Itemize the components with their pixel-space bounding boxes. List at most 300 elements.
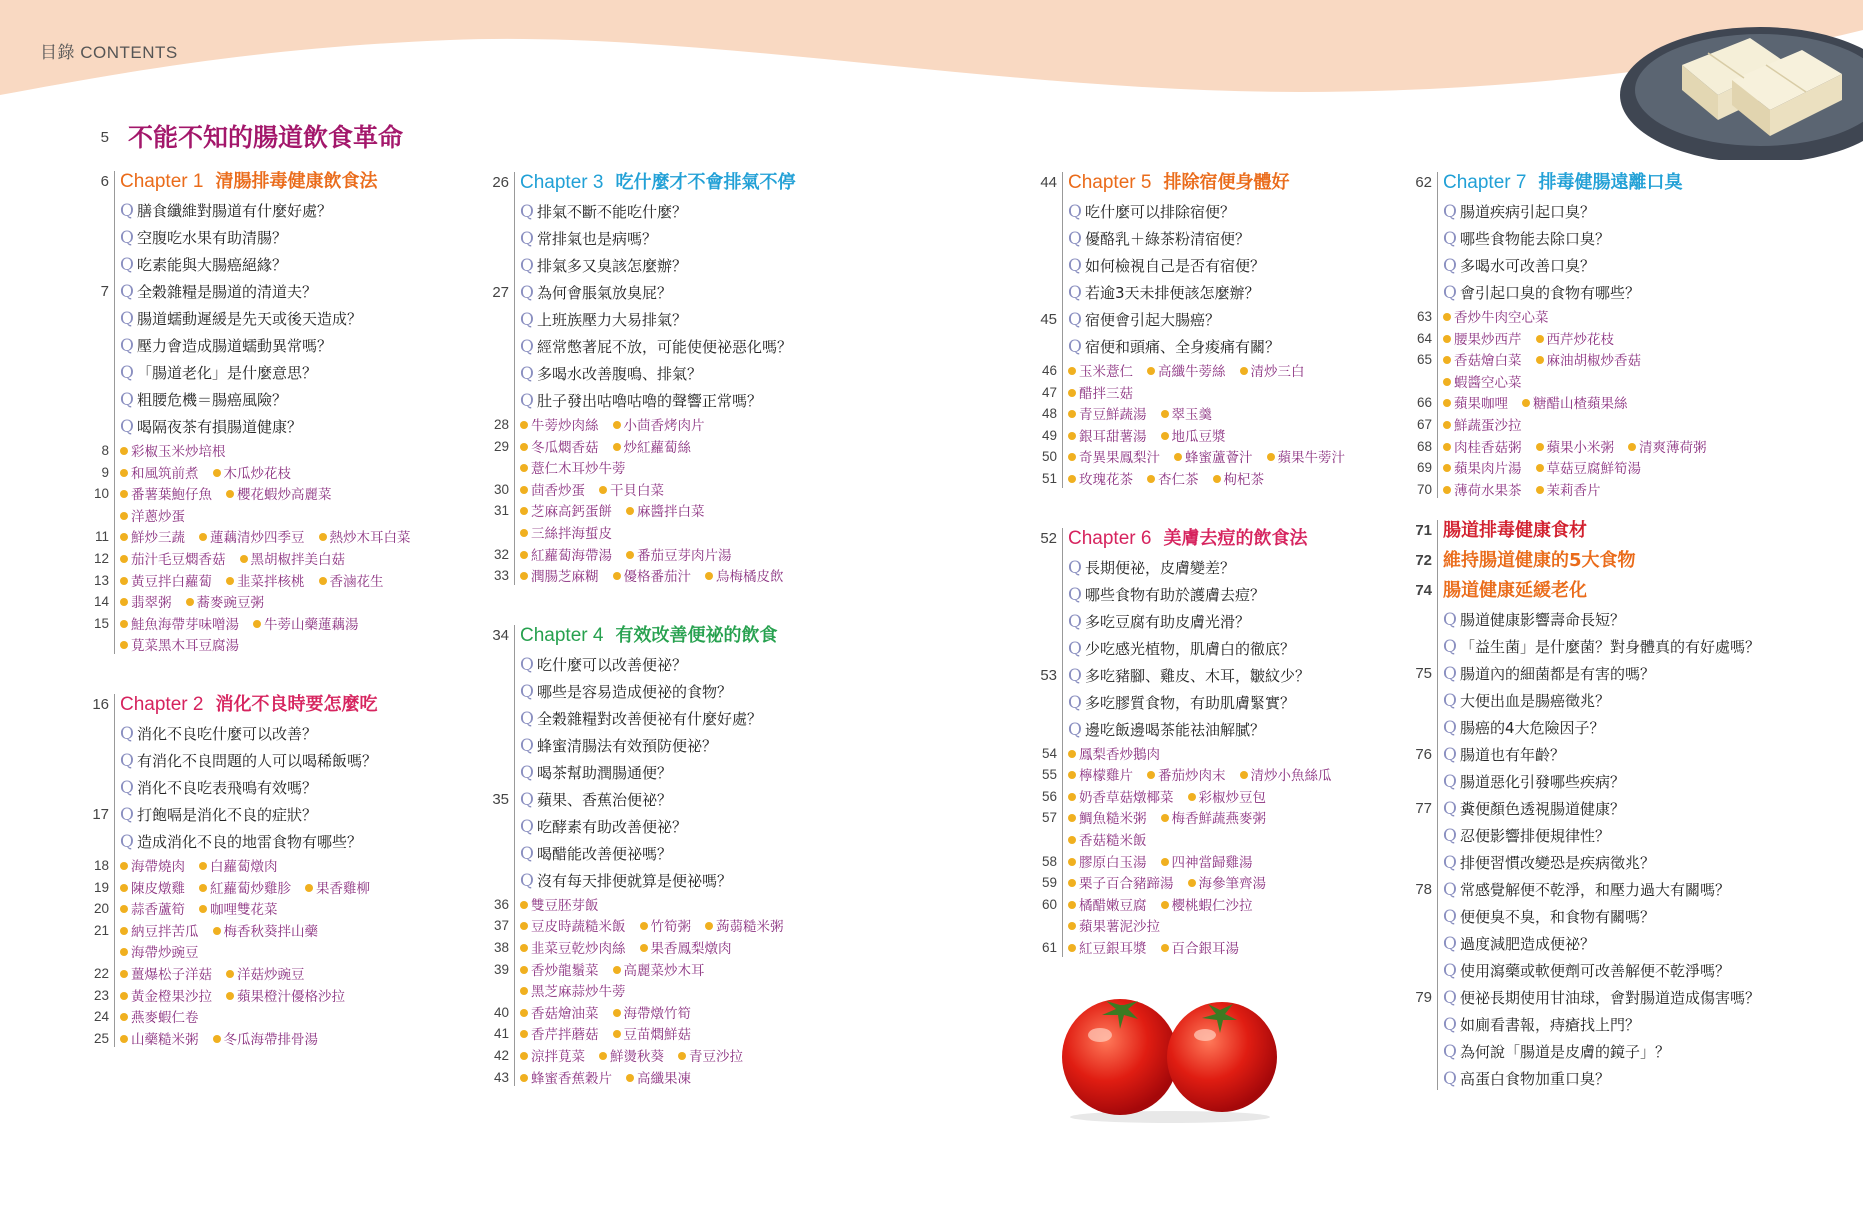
chapter-label[interactable]: Chapter 5: [1068, 172, 1152, 193]
recipe-item[interactable]: [199, 857, 278, 879]
question-text[interactable]: 喝茶幫助潤腸通便？: [537, 763, 673, 782]
bullet-dot-icon: [120, 905, 128, 913]
recipe-item[interactable]: [120, 464, 199, 486]
question-text[interactable]: 宿便會引起大腸癌？: [1085, 311, 1221, 329]
recipe-item[interactable]: [613, 416, 705, 438]
recipe-item[interactable]: [599, 1047, 664, 1069]
recipe-item[interactable]: [1536, 330, 1615, 352]
chapter-title[interactable]: 消化不良時要怎麼吃: [215, 693, 378, 715]
question-text[interactable]: 為何說「腸道是皮膚的鏡子」？: [1460, 1043, 1671, 1062]
bullet-dot-icon: [1068, 367, 1076, 375]
bullet-dot-icon: [1240, 367, 1248, 375]
question-entry: [85, 305, 485, 332]
recipe-item[interactable]: [1188, 874, 1267, 896]
question-text[interactable]: 經常憋著屁不放，可能使便祕惡化嗎？: [537, 338, 793, 356]
recipe-item[interactable]: [1068, 809, 1147, 831]
question-text[interactable]: 空腹吃水果有助清腸？: [137, 229, 288, 247]
page-number: 8: [101, 443, 109, 458]
recipe-item[interactable]: [1188, 788, 1267, 810]
recipe-item[interactable]: [1068, 405, 1147, 427]
recipe-item[interactable]: [520, 896, 599, 918]
recipe-item[interactable]: [705, 567, 784, 589]
recipe-row: [485, 500, 905, 522]
entry-body: [1068, 635, 1295, 662]
recipe-item[interactable]: [520, 1047, 585, 1069]
recipe-item[interactable]: [120, 965, 212, 987]
recipe-item[interactable]: [199, 879, 291, 901]
chapter-label[interactable]: Chapter 1: [120, 171, 204, 192]
column-divider: [514, 172, 515, 585]
entry-body: [520, 479, 678, 501]
bullet-dot-icon: [1147, 771, 1155, 779]
question-text[interactable]: 哪些食物有助於護膚去痘？: [1085, 585, 1266, 604]
question-text[interactable]: 壓力會造成腸道蠕動異常嗎？: [137, 337, 333, 355]
recipe-item[interactable]: [199, 528, 305, 550]
question-text[interactable]: 腸道蠕動遲緩是先天或後天造成？: [137, 310, 363, 328]
recipe-name: 納豆拌苦瓜: [131, 923, 199, 940]
recipe-item[interactable]: [1161, 809, 1267, 831]
chapter-label[interactable]: Chapter 7: [1443, 172, 1527, 193]
recipe-item[interactable]: [226, 485, 332, 507]
recipe-item[interactable]: [120, 943, 199, 965]
question-text[interactable]: 常感覺解便不乾淨，和壓力過大有關嗎？: [1460, 881, 1731, 900]
recipe-row: [1033, 786, 1413, 808]
question-text[interactable]: 忍便影響排便規律性？: [1460, 827, 1611, 846]
recipe-item[interactable]: [613, 438, 692, 460]
toc-column-1: [85, 167, 485, 1049]
toc-column-4: [1408, 168, 1863, 1092]
section-title[interactable]: 腸道健康延緩老化: [1443, 580, 1587, 602]
q-marker-icon: Q: [1443, 772, 1457, 793]
question-text[interactable]: 為何會脹氣放臭屁？: [537, 284, 673, 302]
question-text[interactable]: 高蛋白食物加重口臭？: [1460, 1070, 1611, 1089]
question-text[interactable]: 多喝水可改善口臭？: [1460, 257, 1596, 275]
entry-body: [1443, 436, 1721, 458]
recipe-name: 牛蒡炒肉絲: [531, 418, 599, 434]
page-number: 63: [1416, 309, 1432, 324]
recipe-item[interactable]: [520, 961, 599, 983]
chapter-title[interactable]: 有效改善便祕的飲食: [615, 624, 778, 646]
recipe-item[interactable]: [1161, 853, 1253, 875]
recipe-item[interactable]: [120, 636, 239, 658]
question-text[interactable]: 喝隔夜茶有損腸道健康？: [137, 418, 303, 436]
recipe-item[interactable]: [199, 900, 278, 922]
recipe-name: 鮮蔬蛋沙拉: [1454, 417, 1522, 434]
question-text[interactable]: 腸道內的細菌都是有害的嗎？: [1460, 665, 1656, 684]
question-text[interactable]: 大便出血是腸癌徵兆？: [1460, 692, 1611, 711]
question-text[interactable]: 腸癌的4大危險因子？: [1460, 719, 1605, 738]
bullet-dot-icon: [213, 469, 221, 477]
recipe-item[interactable]: [1443, 438, 1522, 460]
bullet-dot-icon: [520, 987, 528, 995]
recipe-item[interactable]: [613, 961, 705, 983]
question-text[interactable]: 常排氣也是病嗎？: [537, 230, 658, 248]
recipe-item[interactable]: [1240, 362, 1305, 384]
entry-body: [120, 634, 253, 656]
bullet-dot-icon: [520, 922, 528, 930]
question-entry: [1408, 849, 1863, 876]
recipe-item[interactable]: [120, 987, 212, 1009]
question-text[interactable]: 哪些是容易造成便祕的食物？: [537, 682, 733, 701]
question-text[interactable]: 上班族壓力大易排氣？: [537, 311, 688, 329]
recipe-item[interactable]: [120, 528, 185, 550]
question-text[interactable]: 使用瀉藥或軟便劑可改善解便不乾淨嗎？: [1460, 962, 1731, 981]
recipe-item[interactable]: [1443, 416, 1522, 438]
recipe-item[interactable]: [226, 572, 305, 594]
recipe-item[interactable]: [1068, 384, 1133, 406]
recipe-item[interactable]: [120, 550, 226, 572]
question-entry: [485, 840, 905, 867]
q-marker-icon: Q: [120, 282, 134, 302]
recipe-item[interactable]: [1068, 470, 1133, 492]
recipe-item[interactable]: [1240, 766, 1332, 788]
page-number: 66: [1416, 395, 1432, 411]
section-heading: [1408, 546, 1863, 576]
recipe-item[interactable]: [120, 879, 185, 901]
section-title[interactable]: 腸道排毒健康食材: [1443, 520, 1587, 542]
question-text[interactable]: 如何檢視自己是否有宿便？: [1085, 257, 1266, 275]
question-entry: [85, 278, 485, 305]
recipe-row: [1408, 392, 1863, 414]
page-number: 65: [1416, 352, 1432, 368]
recipe-item[interactable]: [226, 965, 305, 987]
question-text[interactable]: 腸道惡化引發哪些疾病？: [1460, 773, 1626, 792]
question-text[interactable]: 腸道也有年齡？: [1460, 746, 1566, 765]
question-text[interactable]: 長期便祕，皮膚變差？: [1085, 558, 1236, 577]
bullet-dot-icon: [1628, 443, 1636, 451]
question-text[interactable]: 消化不良吃什麼可以改善？: [137, 724, 318, 743]
page-number: 49: [1041, 427, 1057, 443]
recipe-item[interactable]: [1147, 362, 1226, 384]
entry-body: [520, 225, 657, 252]
recipe-item[interactable]: [1068, 939, 1147, 961]
entry-body: [120, 332, 332, 359]
chapter-title[interactable]: 排毒健腸遠離口臭: [1538, 172, 1683, 193]
recipe-item[interactable]: [520, 982, 626, 1004]
question-entry: [1408, 606, 1863, 633]
intro-title[interactable]: 不能不知的腸道飲食革命: [128, 123, 404, 152]
recipe-name: 櫻桃蝦仁沙拉: [1171, 897, 1253, 914]
bullet-dot-icon: [1240, 771, 1248, 779]
entry-body: [1443, 1038, 1670, 1065]
question-text[interactable]: 吃什麼可以改善便祕？: [537, 655, 688, 674]
recipe-name: 潤腸芝麻糊: [531, 569, 599, 586]
entry-body: [120, 828, 362, 855]
question-text[interactable]: 邊吃飯邊喝茶能祛油解膩？: [1085, 720, 1266, 739]
chapter-title[interactable]: 清腸排毒健康飲食法: [215, 171, 378, 192]
question-entry: [1408, 795, 1863, 822]
recipe-item[interactable]: [520, 459, 626, 481]
recipe-item[interactable]: [120, 507, 185, 529]
recipe-row: [485, 894, 905, 916]
question-text[interactable]: 蜂蜜清腸法有效預防便祕？: [537, 736, 718, 755]
recipe-item[interactable]: [1443, 373, 1522, 395]
recipe-item[interactable]: [1443, 459, 1522, 481]
chapter-label[interactable]: Chapter 2: [120, 693, 204, 715]
recipe-item[interactable]: [120, 485, 212, 507]
bullet-dot-icon: [226, 490, 234, 498]
recipe-item[interactable]: [1147, 766, 1226, 788]
bullet-dot-icon: [613, 572, 621, 580]
page-number: 47: [1041, 384, 1057, 400]
question-text[interactable]: 「腸道老化」是什麼意思？: [137, 364, 318, 382]
recipe-item[interactable]: [520, 502, 612, 524]
recipe-item[interactable]: [1536, 481, 1601, 503]
question-text[interactable]: 打飽嗝是消化不良的症狀？: [137, 805, 318, 824]
entry-body: [1068, 225, 1250, 252]
bullet-dot-icon: [226, 577, 234, 585]
recipe-item[interactable]: [678, 1047, 743, 1069]
question-text[interactable]: 優酪乳＋綠茶粉清宿便？: [1085, 230, 1251, 248]
recipe-item[interactable]: [120, 922, 199, 944]
recipe-item[interactable]: [1536, 351, 1642, 373]
section-title[interactable]: 維持腸道健康的5大食物: [1443, 550, 1636, 572]
recipe-item[interactable]: [520, 481, 585, 503]
recipe-item[interactable]: [1161, 939, 1240, 961]
recipe-item[interactable]: [120, 615, 239, 637]
recipe-item[interactable]: [1174, 448, 1253, 470]
chapter-label[interactable]: Chapter 3: [520, 172, 604, 193]
recipe-item[interactable]: [1068, 917, 1160, 939]
bullet-dot-icon: [520, 507, 528, 515]
recipe-item[interactable]: [613, 1004, 692, 1026]
recipe-item[interactable]: [305, 879, 370, 901]
recipe-item[interactable]: [520, 1069, 612, 1091]
question-text[interactable]: 全穀雜糧是腸道的清道夫？: [137, 283, 318, 301]
recipe-item[interactable]: [1068, 853, 1147, 875]
recipe-item[interactable]: [1443, 481, 1522, 503]
question-text[interactable]: 腸道疾病引起口臭？: [1460, 203, 1596, 221]
entry-body: [1443, 687, 1610, 714]
bullet-dot-icon: [520, 1009, 528, 1017]
question-text[interactable]: 膳食纖維對腸道有什麼好處？: [137, 202, 333, 220]
question-text[interactable]: 若逾3天未排便該怎麼辦？: [1085, 284, 1260, 302]
recipe-item[interactable]: [1068, 448, 1160, 470]
question-text[interactable]: 沒有每天排便就算是便祕嗎？: [537, 871, 733, 890]
recipe-item[interactable]: [1161, 896, 1253, 918]
question-entry: [85, 197, 485, 224]
recipe-row: [1033, 468, 1413, 490]
recipe-item[interactable]: [1213, 470, 1265, 492]
recipe-row: [85, 855, 485, 877]
page-number: 57: [1041, 810, 1057, 826]
chapter-label[interactable]: Chapter 6: [1068, 527, 1152, 549]
q-marker-icon: Q: [1443, 934, 1457, 955]
page-number: 19: [93, 879, 109, 895]
recipe-row: [1033, 743, 1413, 765]
question-text[interactable]: 肚子發出咕嚕咕嚕的聲響正常嗎？: [537, 392, 763, 410]
recipe-item[interactable]: [1443, 351, 1522, 373]
recipe-item[interactable]: [319, 572, 384, 594]
recipe-item[interactable]: [520, 416, 599, 438]
question-text[interactable]: 過度減肥造成便祕？: [1460, 935, 1596, 954]
recipe-item[interactable]: [1068, 766, 1133, 788]
recipe-item[interactable]: [213, 1030, 319, 1052]
recipe-item[interactable]: [120, 857, 185, 879]
question-entry: [85, 828, 485, 855]
bullet-dot-icon: [213, 927, 221, 935]
question-text[interactable]: 多吃膠質食物，有助肌膚緊實？: [1085, 693, 1296, 712]
recipe-item[interactable]: [1068, 427, 1147, 449]
question-text[interactable]: 「益生菌」是什麼菌？對身體真的有好處嗎？: [1460, 638, 1761, 657]
entry-body: [520, 333, 792, 360]
recipe-item[interactable]: [1443, 330, 1522, 352]
recipe-item[interactable]: [226, 987, 345, 1009]
recipe-item[interactable]: [1068, 788, 1174, 810]
chapter-title[interactable]: 排除宿便身體好: [1163, 172, 1290, 193]
recipe-item[interactable]: [120, 900, 185, 922]
question-text[interactable]: 便便臭不臭，和食物有關嗎？: [1460, 908, 1656, 927]
question-text[interactable]: 吃素能與大腸癌絕緣？: [137, 256, 288, 274]
recipe-item[interactable]: [1068, 896, 1147, 918]
recipe-item[interactable]: [520, 567, 599, 589]
recipe-item[interactable]: [520, 1025, 599, 1047]
recipe-item[interactable]: [1147, 470, 1199, 492]
entry-body: [520, 565, 798, 587]
recipe-item[interactable]: [520, 524, 612, 546]
entry-body: [1068, 581, 1265, 608]
recipe-row: [1033, 382, 1413, 404]
recipe-row: [1408, 349, 1863, 371]
question-entry: [485, 867, 905, 894]
question-text[interactable]: 有消化不良問題的人可以喝稀飯嗎？: [137, 751, 378, 770]
chapter-heading: [85, 167, 485, 197]
entry-body: [1068, 872, 1280, 894]
chapter-label[interactable]: Chapter 4: [520, 624, 604, 646]
question-text[interactable]: 糞便顏色透視腸道健康？: [1460, 800, 1626, 819]
chapter-title[interactable]: 吃什麼才不會排氣不停: [615, 172, 796, 193]
recipe-item[interactable]: [253, 615, 359, 637]
question-entry: [1033, 333, 1413, 360]
q-marker-icon: Q: [1068, 611, 1082, 632]
recipe-row: [1033, 425, 1413, 447]
recipe-item[interactable]: [1443, 394, 1508, 416]
recipe-item[interactable]: [1068, 745, 1160, 767]
bullet-dot-icon: [1536, 464, 1544, 472]
recipe-item[interactable]: [640, 917, 692, 939]
entry-body: [120, 570, 398, 592]
recipe-item[interactable]: [1068, 831, 1147, 853]
recipe-item[interactable]: [186, 593, 265, 615]
recipe-item[interactable]: [240, 550, 346, 572]
recipe-row: [85, 591, 485, 613]
recipe-item[interactable]: [120, 442, 226, 464]
bullet-dot-icon: [120, 1013, 128, 1021]
recipe-item[interactable]: [1267, 448, 1346, 470]
question-entry: [485, 705, 905, 732]
recipe-item[interactable]: [640, 939, 732, 961]
recipe-item[interactable]: [120, 1030, 199, 1052]
recipe-item[interactable]: [520, 939, 626, 961]
question-text[interactable]: 吃什麼可以排除宿便？: [1085, 203, 1236, 221]
recipe-item[interactable]: [120, 593, 172, 615]
recipe-item[interactable]: [520, 1004, 599, 1026]
q-marker-icon: Q: [1443, 718, 1457, 739]
recipe-item[interactable]: [1443, 308, 1549, 330]
entry-body: [1443, 849, 1655, 876]
recipe-item[interactable]: [1068, 362, 1133, 384]
entry-body: [520, 436, 705, 458]
question-text[interactable]: 便祕長期使用甘油球，會對腸道造成傷害嗎？: [1460, 989, 1761, 1008]
q-marker-icon: Q: [1443, 880, 1457, 901]
entry-body: [1443, 576, 1587, 606]
question-entry: [1408, 930, 1863, 957]
question-text[interactable]: 全穀雜糧對改善便祕有什麼好處？: [537, 709, 763, 728]
question-text[interactable]: 如廁看書報，痔瘡找上門？: [1460, 1016, 1641, 1035]
question-text[interactable]: 造成消化不良的地雷食物有哪些？: [137, 832, 363, 851]
page-number: 68: [1416, 438, 1432, 454]
recipe-item[interactable]: [520, 438, 599, 460]
question-text[interactable]: 蘋果、香蕉治便祕？: [537, 790, 673, 809]
recipe-item[interactable]: [1068, 874, 1174, 896]
question-text[interactable]: 腸道健康影響壽命長短？: [1460, 611, 1626, 630]
bullet-dot-icon: [120, 1035, 128, 1043]
question-text[interactable]: 多吃豆腐有助皮膚光滑？: [1085, 612, 1251, 631]
question-text[interactable]: 排氣不斷不能吃什麼？: [537, 203, 688, 221]
recipe-item[interactable]: [705, 917, 784, 939]
recipe-item[interactable]: [599, 481, 664, 503]
question-entry: [485, 786, 905, 813]
question-text[interactable]: 少吃感光植物，肌膚白的徹底？: [1085, 639, 1296, 658]
recipe-item[interactable]: [626, 546, 732, 568]
question-text[interactable]: 多吃豬腳、雞皮、木耳，皺紋少？: [1085, 666, 1311, 685]
question-text[interactable]: 喝醋能改善便祕嗎？: [537, 844, 673, 863]
recipe-item[interactable]: [626, 1069, 691, 1091]
recipe-item[interactable]: [613, 567, 692, 589]
bullet-dot-icon: [1267, 453, 1275, 461]
recipe-item[interactable]: [213, 922, 319, 944]
recipe-item[interactable]: [626, 502, 705, 524]
recipe-item[interactable]: [1536, 438, 1615, 460]
recipe-item[interactable]: [613, 1025, 692, 1047]
recipe-item[interactable]: [1536, 459, 1642, 481]
recipe-item[interactable]: [120, 1008, 199, 1030]
recipe-item[interactable]: [520, 917, 626, 939]
question-text[interactable]: 多喝水改善腹鳴、排氣？: [537, 365, 703, 383]
recipe-item[interactable]: [213, 464, 292, 486]
recipe-name: 醋拌三菇: [1079, 385, 1133, 402]
entry-body: [120, 1006, 213, 1028]
page-number: 43: [493, 1069, 509, 1085]
entry-body: [1068, 403, 1226, 425]
question-text[interactable]: 宿便和頭痛、全身痠痛有關？: [1085, 338, 1281, 356]
recipe-item[interactable]: [120, 572, 212, 594]
question-entry: [485, 678, 905, 705]
question-text[interactable]: 粗腰危機＝腸癌風險？: [137, 391, 288, 409]
question-text[interactable]: 排便習慣改變恐是疾病徵兆？: [1460, 854, 1656, 873]
recipe-item[interactable]: [319, 528, 411, 550]
entry-body: [1443, 930, 1595, 957]
question-text[interactable]: 消化不良吃表飛鳴有效嗎？: [137, 778, 318, 797]
recipe-item[interactable]: [520, 546, 612, 568]
recipe-item[interactable]: [1161, 427, 1226, 449]
chapter-title[interactable]: 美膚去痘的飲食法: [1163, 527, 1308, 549]
entry-body: [120, 386, 287, 413]
question-entry: [485, 252, 905, 279]
question-text[interactable]: 會引起口臭的食物有哪些？: [1460, 284, 1641, 302]
q-marker-icon: Q: [1443, 1015, 1457, 1036]
recipe-name: 黑胡椒拌美白菇: [250, 551, 345, 568]
recipe-item[interactable]: [1628, 438, 1707, 460]
question-text[interactable]: 排氣多又臭該怎麼辦？: [537, 257, 688, 275]
recipe-name: 優格番茄汁: [623, 569, 691, 586]
question-text[interactable]: 哪些食物能去除口臭？: [1460, 230, 1611, 248]
question-text[interactable]: 吃酵素有助改善便祕？: [537, 817, 688, 836]
page-number: 40: [493, 1004, 509, 1020]
recipe-item[interactable]: [1522, 394, 1628, 416]
entry-body: [120, 747, 377, 774]
recipe-item[interactable]: [1161, 405, 1213, 427]
